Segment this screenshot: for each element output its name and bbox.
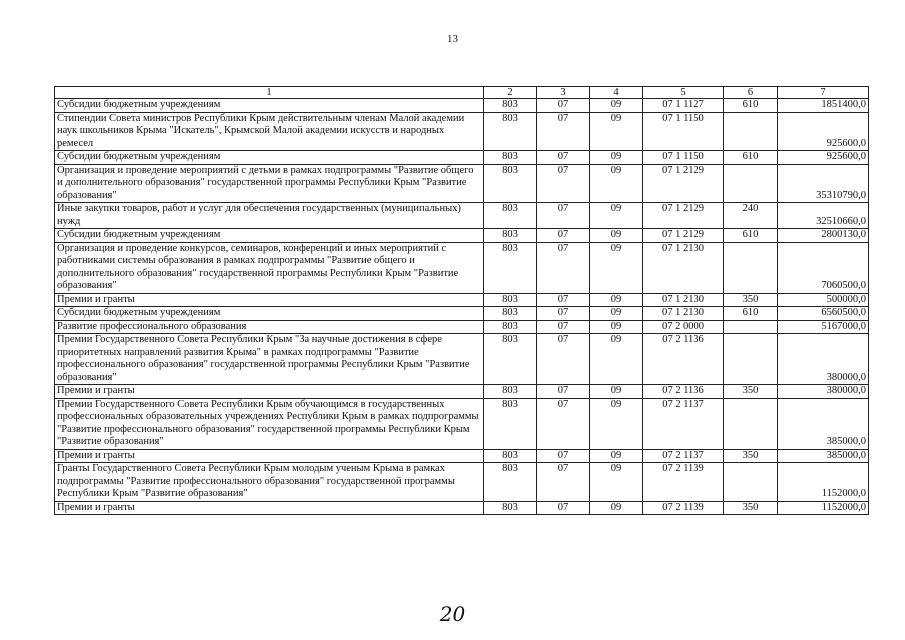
row-target-article: 07 1 2129 xyxy=(643,229,724,243)
table-row xyxy=(55,398,869,449)
row-section-code: 07 xyxy=(537,449,590,463)
row-subsection-code: 09 xyxy=(590,334,643,385)
row-target-article: 07 2 1139 xyxy=(643,501,724,515)
table-row xyxy=(55,307,869,321)
row-section-code: 07 xyxy=(537,151,590,165)
row-subsection-code: 09 xyxy=(590,242,643,293)
table-row xyxy=(55,463,869,502)
row-target-article: 07 1 1127 xyxy=(643,99,724,113)
row-section-code: 07 xyxy=(537,99,590,113)
row-section-code: 07 xyxy=(537,164,590,203)
row-ministry-code: 803 xyxy=(484,501,537,515)
row-section-code: 07 xyxy=(537,385,590,399)
row-subsection-code: 09 xyxy=(590,398,643,449)
row-subsection-code: 09 xyxy=(590,112,643,151)
row-subsection-code: 09 xyxy=(590,501,643,515)
column-header: 3 xyxy=(537,87,590,99)
row-expense-type xyxy=(724,334,778,385)
row-expense-type xyxy=(724,112,778,151)
row-description: Премии и гранты xyxy=(55,449,484,463)
row-amount: 32510660,0 xyxy=(778,203,869,229)
row-ministry-code: 803 xyxy=(484,320,537,334)
row-target-article: 07 1 2129 xyxy=(643,203,724,229)
table-row xyxy=(55,112,869,151)
row-section-code: 07 xyxy=(537,463,590,502)
row-expense-type: 610 xyxy=(724,151,778,165)
row-amount: 6560500,0 xyxy=(778,307,869,321)
row-target-article: 07 1 2130 xyxy=(643,293,724,307)
column-header: 7 xyxy=(778,87,869,99)
row-description: Субсидии бюджетным учреждениям xyxy=(55,307,484,321)
table-row xyxy=(55,334,869,385)
row-description: Гранты Государственного Совета Республики Крым молодым ученым Крыма в рамках подпрограммы "Развитие профессионального образования" государственной программы Республики Крым "Развитие образования" xyxy=(55,463,484,502)
row-description: Развитие профессионального образования xyxy=(55,320,484,334)
row-section-code: 07 xyxy=(537,334,590,385)
row-amount: 1851400,0 xyxy=(778,99,869,113)
column-header: 4 xyxy=(590,87,643,99)
page-number: 13 xyxy=(447,33,458,45)
row-section-code: 07 xyxy=(537,229,590,243)
row-expense-type xyxy=(724,242,778,293)
row-section-code: 07 xyxy=(537,320,590,334)
row-ministry-code: 803 xyxy=(484,164,537,203)
column-header: 6 xyxy=(724,87,778,99)
row-target-article: 07 1 2130 xyxy=(643,242,724,293)
row-subsection-code: 09 xyxy=(590,293,643,307)
row-description: Субсидии бюджетным учреждениям xyxy=(55,151,484,165)
column-header: 5 xyxy=(643,87,724,99)
budget-table xyxy=(54,86,869,515)
row-section-code: 07 xyxy=(537,501,590,515)
row-target-article: 07 2 1136 xyxy=(643,385,724,399)
row-ministry-code: 803 xyxy=(484,398,537,449)
table-row xyxy=(55,164,869,203)
table-row xyxy=(55,99,869,113)
row-amount: 7060500,0 xyxy=(778,242,869,293)
row-description: Премии и гранты xyxy=(55,293,484,307)
row-expense-type: 610 xyxy=(724,229,778,243)
row-target-article: 07 1 2130 xyxy=(643,307,724,321)
table-row xyxy=(55,501,869,515)
column-header: 1 xyxy=(55,87,484,99)
row-section-code: 07 xyxy=(537,398,590,449)
row-description: Организация и проведение мероприятий с детьми в рамках подпрограммы "Развитие общего и дополнительного образования" государственной программы Республики Крым "Развитие образования" xyxy=(55,164,484,203)
column-header: 2 xyxy=(484,87,537,99)
row-expense-type: 350 xyxy=(724,501,778,515)
row-target-article: 07 1 2129 xyxy=(643,164,724,203)
row-ministry-code: 803 xyxy=(484,385,537,399)
row-amount: 925600,0 xyxy=(778,112,869,151)
row-ministry-code: 803 xyxy=(484,203,537,229)
row-expense-type: 350 xyxy=(724,449,778,463)
row-subsection-code: 09 xyxy=(590,151,643,165)
table-row xyxy=(55,151,869,165)
row-amount: 2800130,0 xyxy=(778,229,869,243)
row-subsection-code: 09 xyxy=(590,164,643,203)
row-expense-type: 610 xyxy=(724,99,778,113)
row-description: Премии и гранты xyxy=(55,385,484,399)
row-ministry-code: 803 xyxy=(484,229,537,243)
row-amount: 500000,0 xyxy=(778,293,869,307)
row-ministry-code: 803 xyxy=(484,151,537,165)
row-target-article: 07 2 1137 xyxy=(643,449,724,463)
row-target-article: 07 1 1150 xyxy=(643,151,724,165)
row-description: Иные закупки товаров, работ и услуг для обеспечения государственных (муниципальных) нужд xyxy=(55,203,484,229)
row-subsection-code: 09 xyxy=(590,99,643,113)
row-amount: 5167000,0 xyxy=(778,320,869,334)
row-subsection-code: 09 xyxy=(590,307,643,321)
row-expense-type: 610 xyxy=(724,307,778,321)
row-description: Организация и проведение конкурсов, семинаров, конференций и иных мероприятий с работниками системы образования в рамках подпрограммы "Развитие общего и дополнительного образования" государственной программы Республики Крым "Развитие образования" xyxy=(55,242,484,293)
row-subsection-code: 09 xyxy=(590,229,643,243)
handwritten-page-number: 20 xyxy=(439,602,466,626)
row-target-article: 07 2 1137 xyxy=(643,398,724,449)
row-amount: 35310790,0 xyxy=(778,164,869,203)
row-target-article: 07 2 0000 xyxy=(643,320,724,334)
table-row xyxy=(55,242,869,293)
row-section-code: 07 xyxy=(537,203,590,229)
row-description: Премии и гранты xyxy=(55,501,484,515)
row-subsection-code: 09 xyxy=(590,449,643,463)
row-description: Субсидии бюджетным учреждениям xyxy=(55,229,484,243)
row-ministry-code: 803 xyxy=(484,99,537,113)
table-row xyxy=(55,229,869,243)
row-expense-type xyxy=(724,463,778,502)
row-subsection-code: 09 xyxy=(590,385,643,399)
row-ministry-code: 803 xyxy=(484,307,537,321)
row-ministry-code: 803 xyxy=(484,463,537,502)
table-row xyxy=(55,293,869,307)
row-subsection-code: 09 xyxy=(590,320,643,334)
row-expense-type: 350 xyxy=(724,293,778,307)
row-amount: 380000,0 xyxy=(778,385,869,399)
table-body xyxy=(55,99,869,515)
row-target-article: 07 1 1150 xyxy=(643,112,724,151)
row-description: Субсидии бюджетным учреждениям xyxy=(55,99,484,113)
row-description: Премии Государственного Совета Республики Крым "За научные достижения в сфере приоритетных направлений развития Крыма" в рамках подпрограммы "Развитие профессионального образования" государственной программы Республики Крым "Развитие образования" xyxy=(55,334,484,385)
table-row xyxy=(55,203,869,229)
row-expense-type xyxy=(724,398,778,449)
row-section-code: 07 xyxy=(537,307,590,321)
row-expense-type: 240 xyxy=(724,203,778,229)
row-amount: 380000,0 xyxy=(778,334,869,385)
row-subsection-code: 09 xyxy=(590,463,643,502)
row-ministry-code: 803 xyxy=(484,242,537,293)
row-amount: 925600,0 xyxy=(778,151,869,165)
row-ministry-code: 803 xyxy=(484,293,537,307)
row-section-code: 07 xyxy=(537,293,590,307)
row-amount: 385000,0 xyxy=(778,449,869,463)
row-ministry-code: 803 xyxy=(484,334,537,385)
row-ministry-code: 803 xyxy=(484,449,537,463)
row-target-article: 07 2 1139 xyxy=(643,463,724,502)
row-target-article: 07 2 1136 xyxy=(643,334,724,385)
row-amount: 1152000,0 xyxy=(778,501,869,515)
row-subsection-code: 09 xyxy=(590,203,643,229)
row-ministry-code: 803 xyxy=(484,112,537,151)
table-row xyxy=(55,449,869,463)
row-expense-type xyxy=(724,164,778,203)
row-description: Стипендии Совета министров Республики Крым действительным членам Малой академии наук школьников Крыма "Искатель", Крымской Малой академии искусств и народных ремесел xyxy=(55,112,484,151)
table-header-row xyxy=(55,87,869,99)
row-amount: 1152000,0 xyxy=(778,463,869,502)
row-expense-type xyxy=(724,320,778,334)
row-description: Премии Государственного Совета Республики Крым обучающимся в государственных профессиональных образовательных учреждениях Республики Крым в рамках подпрограммы "Развитие профессионального образования" государственной программы Республики Крым "Развитие образования" xyxy=(55,398,484,449)
row-section-code: 07 xyxy=(537,112,590,151)
row-expense-type: 350 xyxy=(724,385,778,399)
row-amount: 385000,0 xyxy=(778,398,869,449)
table-row xyxy=(55,385,869,399)
table-row xyxy=(55,320,869,334)
row-section-code: 07 xyxy=(537,242,590,293)
